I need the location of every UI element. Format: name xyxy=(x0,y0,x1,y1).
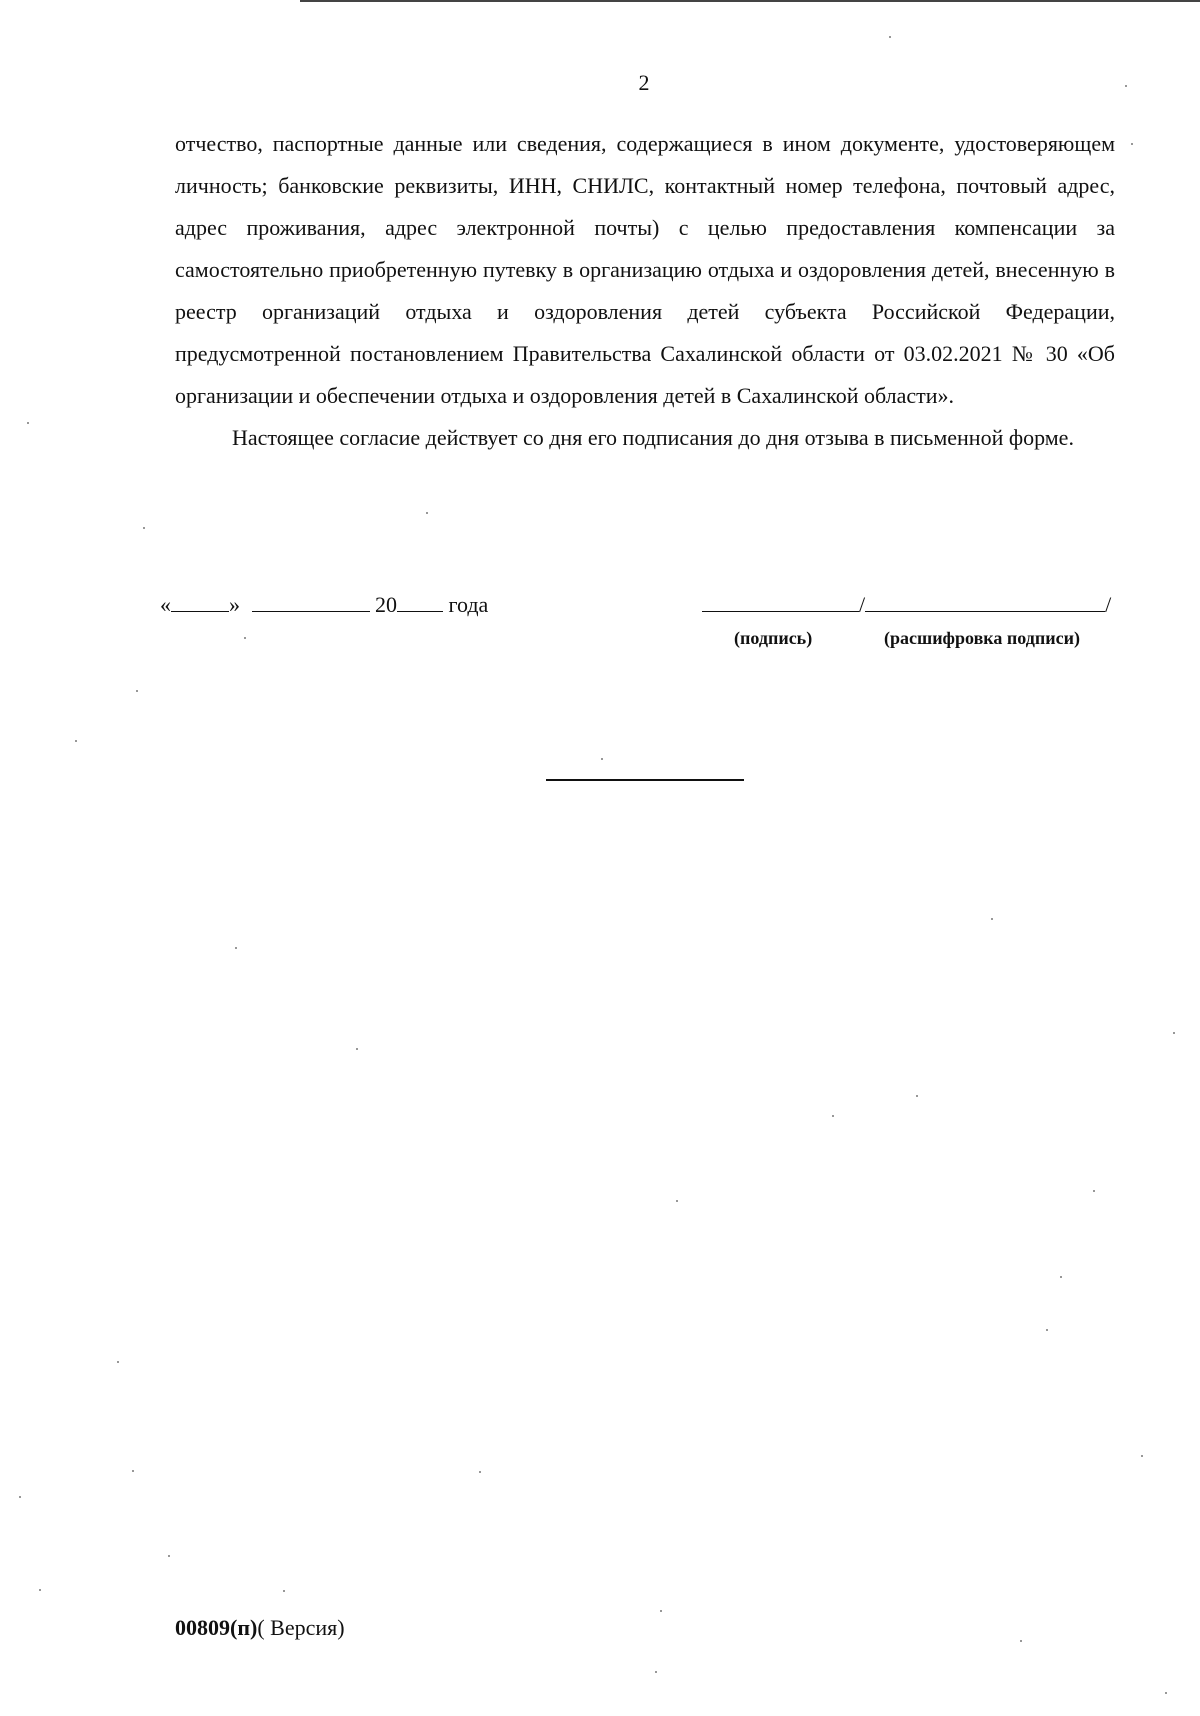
scan-speck xyxy=(132,1470,134,1472)
scan-speck xyxy=(426,512,428,514)
date-signature-row xyxy=(160,591,1120,631)
day-blank[interactable] xyxy=(171,591,229,612)
scan-speck xyxy=(75,740,77,742)
scan-speck xyxy=(1141,1455,1143,1457)
signature-decode-caption: (расшифровка подписи) xyxy=(884,628,1080,648)
top-scan-edge-line xyxy=(300,0,1200,2)
scan-speck xyxy=(1060,1276,1062,1278)
scan-speck xyxy=(1165,1692,1167,1694)
scan-speck xyxy=(1093,1190,1095,1192)
scan-speck xyxy=(1173,1032,1175,1034)
scan-speck xyxy=(660,1610,662,1612)
scan-speck xyxy=(655,1671,657,1673)
document-version: ( Версия) xyxy=(257,1615,345,1640)
scan-speck xyxy=(991,918,993,920)
scan-speck xyxy=(244,637,246,639)
scan-speck xyxy=(235,947,237,949)
document-body xyxy=(175,123,1115,459)
scan-speck xyxy=(39,1589,41,1591)
year-blank[interactable] xyxy=(397,591,443,612)
signature-separator: / xyxy=(859,592,866,617)
scan-speck xyxy=(1020,1640,1022,1642)
scan-speck xyxy=(889,36,891,38)
document-code-number: 00809(п) xyxy=(175,1615,258,1640)
scan-speck xyxy=(143,527,145,529)
document-code xyxy=(175,1615,345,1641)
year-suffix: года xyxy=(448,592,489,617)
scan-speck xyxy=(1131,143,1133,145)
paragraph-consent-purpose: отчество, паспортные данные или сведения, содержащиеся в ином документе, удостоверяющем личность; банковские реквизиты, ИНН, СНИЛС, контактный номер телефона, почтовый адрес, адрес проживания, адрес электронной почты) с целью предоставления компенсации за самостоятельно приобретенную путевку в организацию отдыха и оздоровления детей, внесенную в реестр организаций отдыха и оздоровления детей субъекта Российской Федерации, предусмотренной постановлением Правительства Сахалинской области от 03.02.2021 № 30 «Об организации и обеспечении отдыха и оздоровления детей в Сахалинской области». xyxy=(175,131,1115,408)
scan-speck xyxy=(676,1200,678,1202)
end-of-text-rule xyxy=(546,779,744,781)
scan-speck xyxy=(832,1115,834,1117)
signature-decode-blank[interactable] xyxy=(865,591,1105,612)
signature-blank[interactable] xyxy=(702,591,859,612)
month-blank[interactable] xyxy=(252,591,370,612)
scan-speck xyxy=(19,1496,21,1498)
signature-caption: (подпись) xyxy=(734,628,813,648)
date-field xyxy=(160,591,488,618)
scan-speck xyxy=(283,1590,285,1592)
scan-speck xyxy=(1125,85,1127,87)
signature-end-separator: / xyxy=(1105,592,1112,617)
scan-speck xyxy=(601,758,603,760)
year-prefix: 20 xyxy=(375,592,397,617)
signature-field xyxy=(702,591,1111,618)
scan-speck xyxy=(168,1555,170,1557)
page-number: 2 xyxy=(638,70,650,95)
scan-speck xyxy=(117,1361,119,1363)
close-quote: » xyxy=(229,592,240,617)
open-quote: « xyxy=(160,592,171,617)
scan-speck xyxy=(916,1095,918,1097)
scan-speck xyxy=(136,690,138,692)
scan-speck xyxy=(1046,1329,1048,1331)
paragraph-consent-validity: Настоящее согласие действует со дня его подписания до дня отзыва в письменной форме. xyxy=(232,425,1074,450)
scan-speck xyxy=(27,422,29,424)
scan-speck xyxy=(356,1048,358,1050)
scan-speck xyxy=(479,1471,481,1473)
